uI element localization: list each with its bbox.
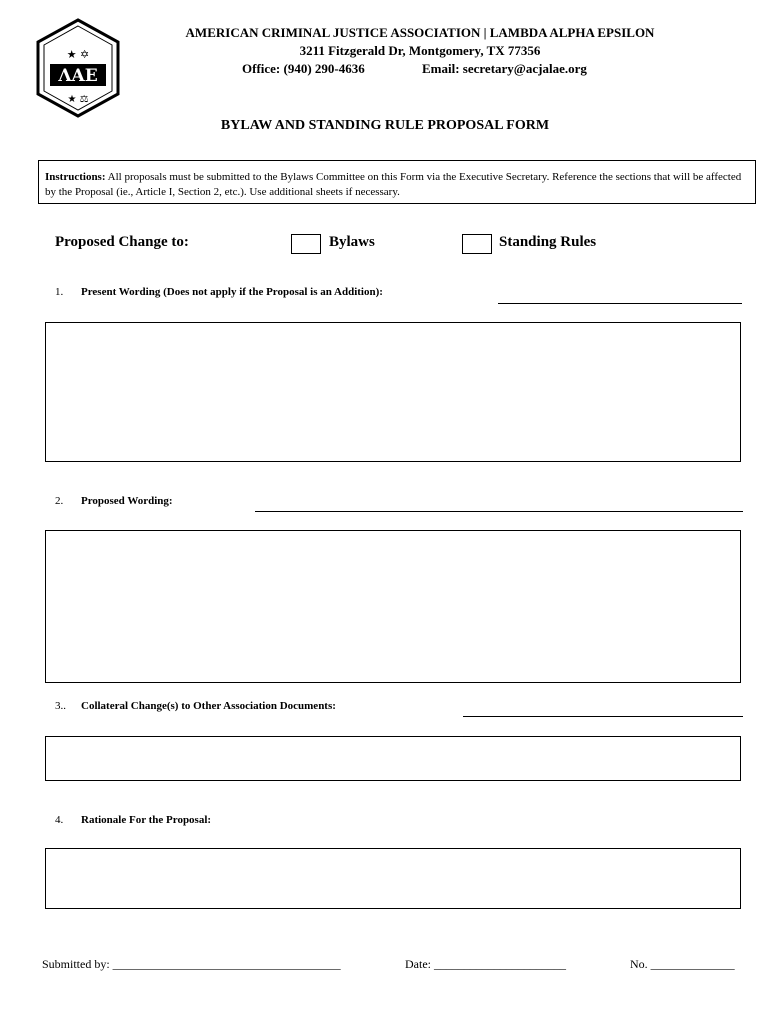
- question-1-line[interactable]: [498, 303, 742, 304]
- question-4: [55, 814, 211, 826]
- question-label: Present Wording (Does not apply if the Proposal is an Addition):: [81, 286, 383, 298]
- date-field[interactable]: Date: ______________________: [405, 957, 566, 971]
- org-name: AMERICAN CRIMINAL JUSTICE ASSOCIATION | LAMBDA ALPHA EPSILON: [185, 25, 655, 40]
- question-number: 2.: [55, 495, 64, 507]
- question-2-line[interactable]: [255, 511, 743, 512]
- question-label: Rationale For the Proposal:: [81, 814, 212, 826]
- question-3-line[interactable]: [463, 716, 743, 717]
- question-1: [55, 286, 383, 298]
- collateral-changes-field[interactable]: [45, 736, 741, 781]
- question-label: Proposed Wording:: [81, 495, 173, 507]
- bylaws-label: Bylaws: [329, 234, 375, 250]
- question-2: [55, 495, 173, 507]
- svg-text:★ ✡: ★ ✡: [66, 48, 90, 61]
- number-field[interactable]: No. ______________: [630, 957, 735, 971]
- question-label: Collateral Change(s) to Other Association Documents:: [81, 700, 336, 712]
- submitted-by-field[interactable]: Submitted by: ______________________________________: [42, 957, 341, 971]
- standing-rules-checkbox[interactable]: [462, 234, 492, 254]
- instructions-text: All proposals must be submitted to the Bylaws Committee on this Form via the Executive Secretary. Reference the sections that will be affected by the Proposal (ie., Article I, Section 2, etc.). Use additional sheets if necessary.: [45, 171, 742, 198]
- org-address: 3211 Fitzgerald Dr, Montgomery, TX 77356: [299, 43, 541, 58]
- question-number: 3..: [55, 700, 66, 712]
- instructions-box: [38, 160, 756, 204]
- form-title: BYLAW AND STANDING RULE PROPOSAL FORM: [220, 118, 550, 133]
- rationale-field[interactable]: [45, 848, 741, 909]
- org-email: Email: secretary@acjalae.org: [422, 61, 587, 76]
- svg-text:★ ⚖: ★ ⚖: [67, 94, 89, 105]
- instructions-label: Instructions:: [45, 171, 106, 183]
- question-3: [55, 700, 336, 712]
- standing-rules-label: Standing Rules: [499, 234, 597, 250]
- proposed-wording-field[interactable]: [45, 530, 741, 683]
- question-number: 1.: [55, 286, 64, 298]
- association-logo: [34, 18, 122, 118]
- question-number: 4.: [55, 814, 64, 826]
- bylaws-checkbox[interactable]: [291, 234, 321, 254]
- present-wording-field[interactable]: [45, 322, 741, 462]
- logo-letters: ΛΑΕ: [58, 66, 98, 86]
- proposed-change-label: Proposed Change to:: [55, 234, 189, 250]
- org-office-phone: Office: (940) 290-4636: [242, 61, 365, 76]
